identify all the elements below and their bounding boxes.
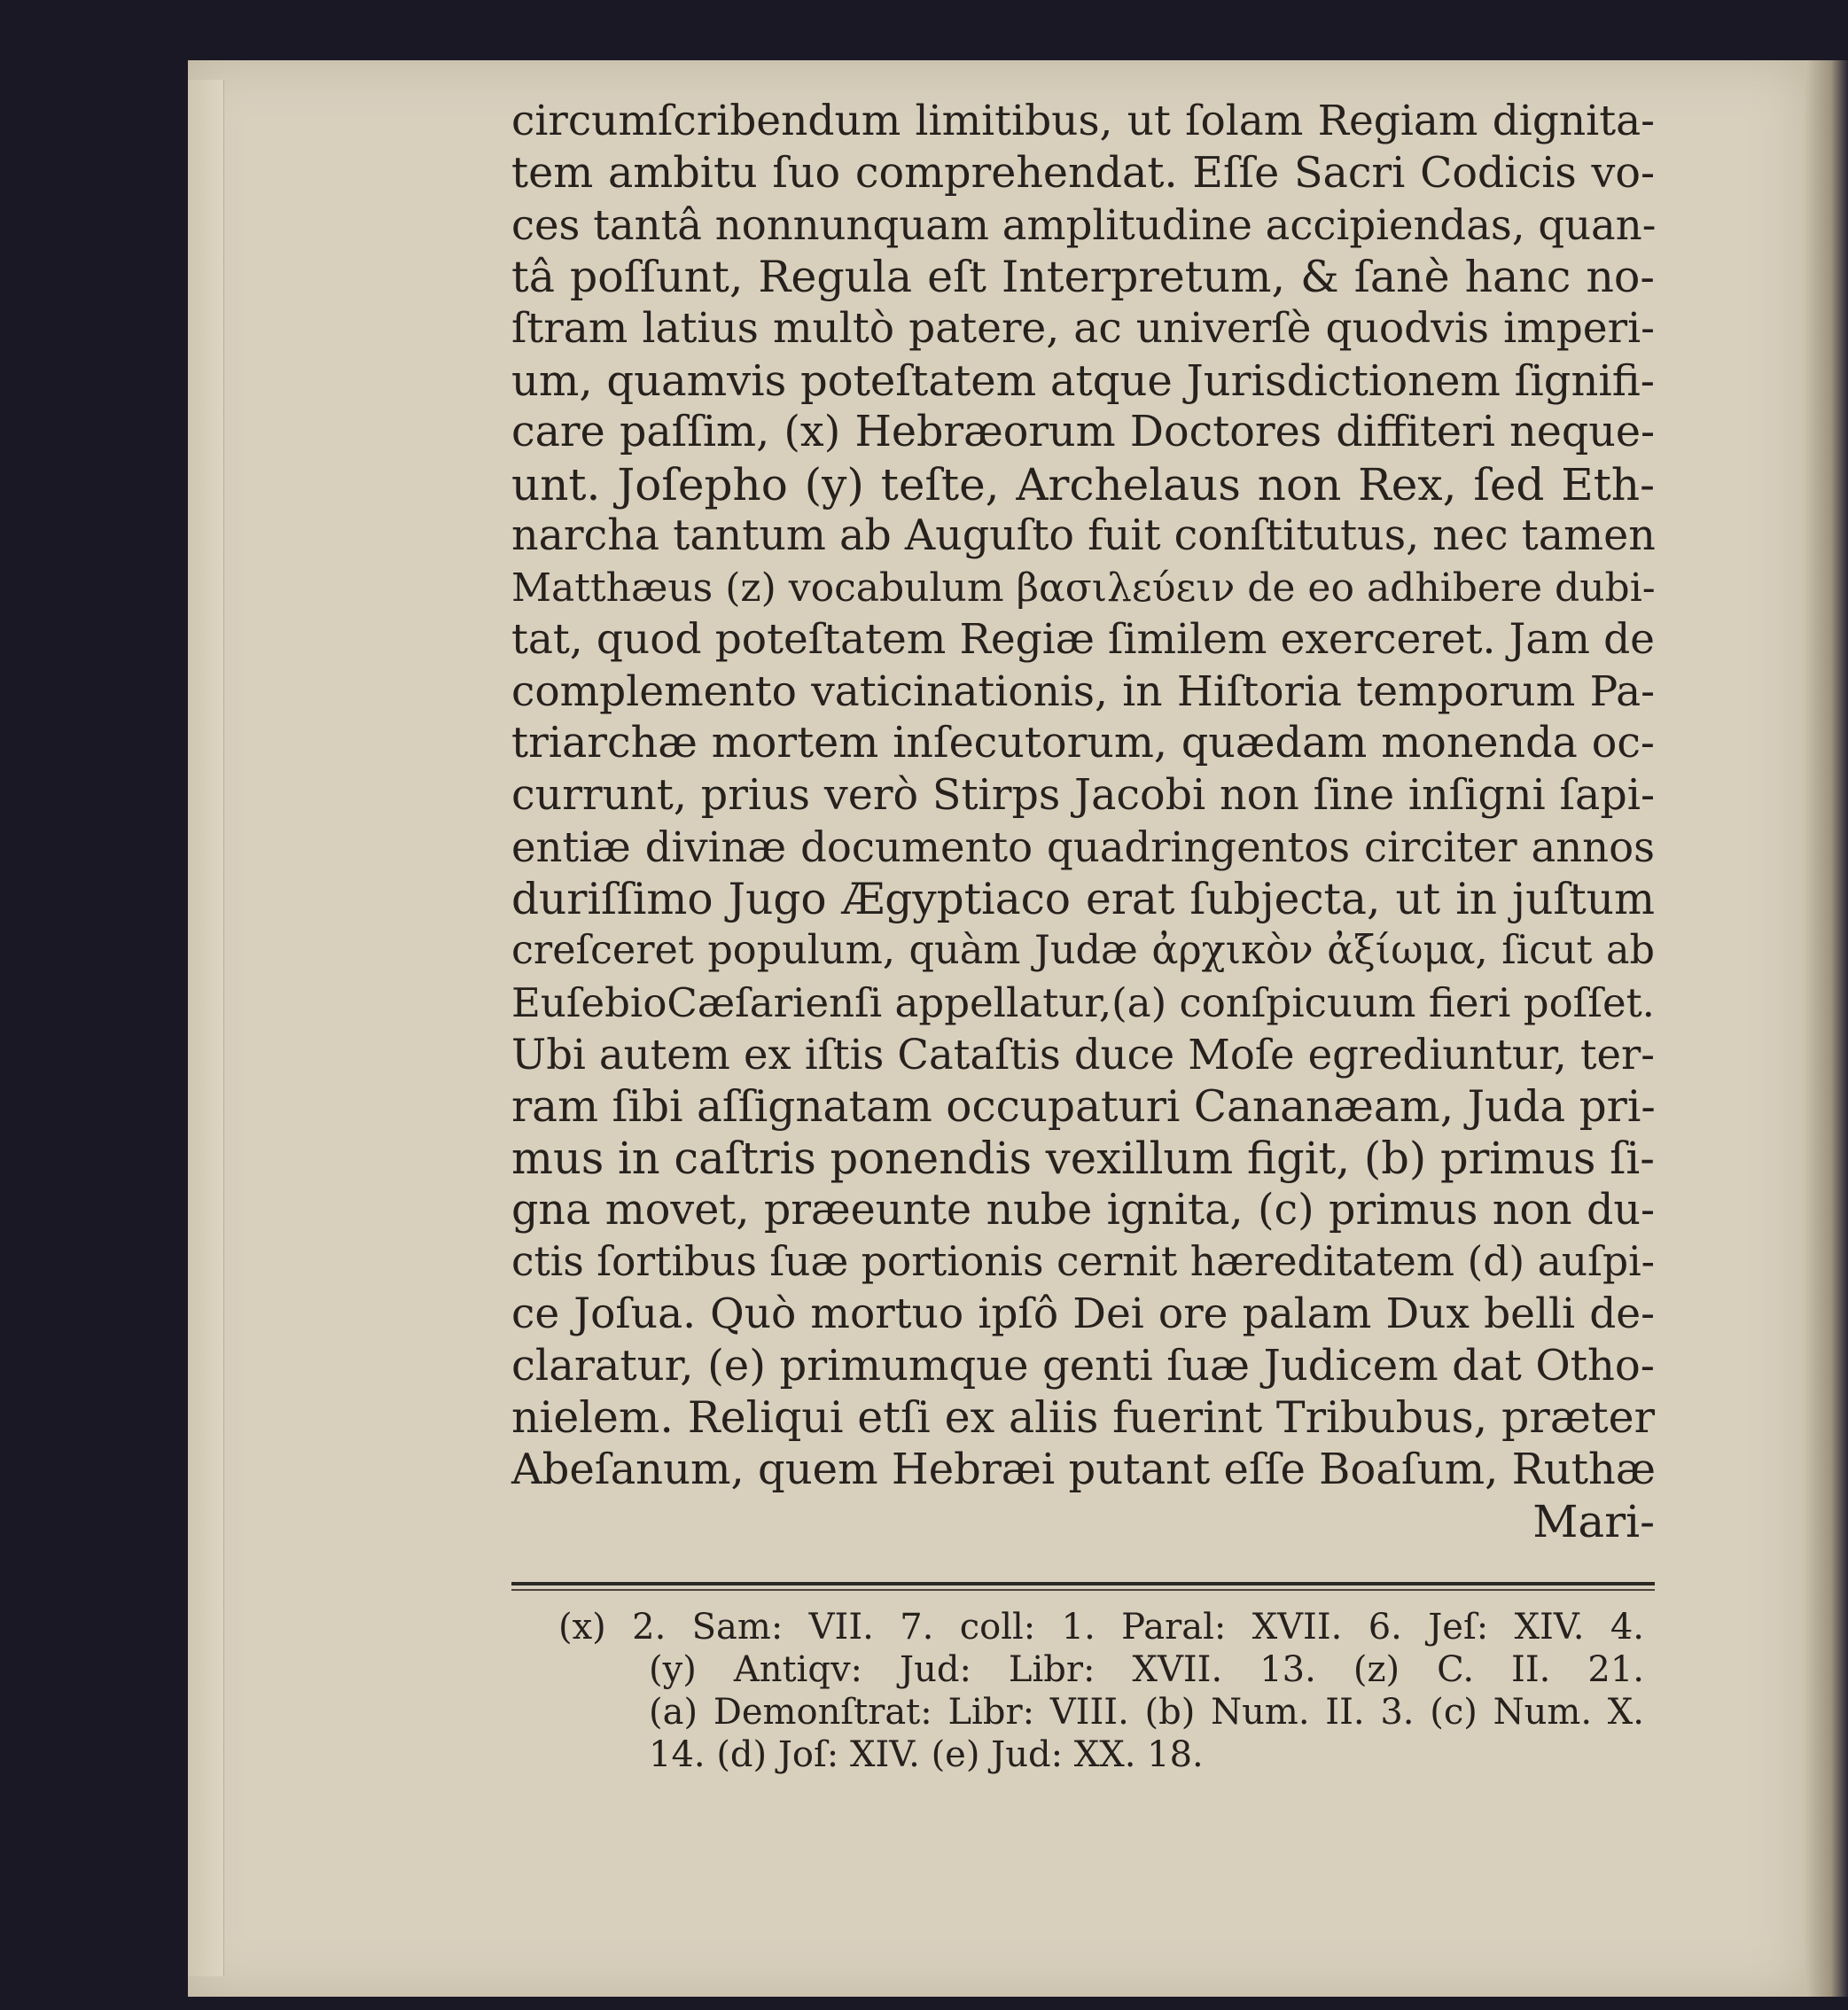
text-line: ſtram latius multò patere, ac univerſè quodvis imperi- bbox=[511, 304, 1655, 353]
catchword: Mari- bbox=[1532, 1495, 1655, 1547]
main-text-block bbox=[511, 96, 1655, 1547]
text-line: mus in caſtris ponendis vexillum figit, (b) primus ſi- bbox=[511, 1133, 1655, 1184]
footnote-line: (x) 2. Sam: VII. 7. coll: 1. Paral: XVII. 6. Jeſ: XIV. 4. bbox=[558, 1607, 1644, 1648]
text-line: duriſſimo Jugo Ægyptiaco erat ſubjecta, ut in juſtum bbox=[511, 874, 1655, 924]
text-line: unt. Joſepho (y) teſte, Archelaus non Rex, ſed Eth- bbox=[511, 458, 1655, 510]
text-line: Abeſanum, quem Hebræi putant eſſe Boaſum, Ruthæ bbox=[511, 1445, 1657, 1494]
page-gutter-right bbox=[1805, 60, 1848, 1997]
footnotes-block bbox=[558, 1606, 1644, 1776]
footnote-rule-thick bbox=[511, 1582, 1655, 1585]
text-line: claratur, (e) primumque genti ſuæ Judicem dat Otho- bbox=[511, 1341, 1655, 1391]
text-line: narcha tantum ab Auguſto fuit conſtitutus, nec tamen bbox=[511, 511, 1656, 560]
text-line: care paſſim, (x) Hebræorum Doctores diffiteri neque- bbox=[511, 408, 1655, 456]
text-line: tâ poſſunt, Regula eſt Interpretum, & ſanè hanc no- bbox=[511, 251, 1655, 302]
text-line: complemento vaticinationis, in Hiſtoria temporum Pa- bbox=[511, 666, 1655, 716]
text-line: tat, quod poteſtatem Regiæ ſimilem exerceret. Jam de bbox=[511, 615, 1655, 664]
page-stack-edge-left bbox=[188, 80, 224, 1976]
text-line: creſceret populum, quàm Judæ ἀρχικὸν ἀξίωμα, ſicut ab bbox=[511, 928, 1655, 973]
text-line: entiæ divinæ documento quadringentos circiter annos bbox=[511, 823, 1655, 871]
text-line: gna movet, præeunte nube ignita, (c) primus non du- bbox=[511, 1185, 1655, 1235]
text-line: nielem. Reliqui etſi ex aliis fuerint Tribubus, præter bbox=[511, 1391, 1655, 1443]
text-line: circumſcribendum limitibus, ut ſolam Regiam dignita- bbox=[511, 97, 1655, 145]
text-line: currunt, prius verò Stirps Jacobi non ſine inſigni ſapi- bbox=[511, 770, 1655, 820]
footnote-line: (y) Antiqv: Jud: Libr: XVII. 13. (z) C. II. 21. bbox=[649, 1649, 1644, 1690]
text-line: ce Joſua. Quò mortuo ipſô Dei ore palam Dux belli de- bbox=[511, 1289, 1655, 1338]
text-line: ctis ſortibus ſuæ portionis cernit hæreditatem (d) auſpi- bbox=[511, 1238, 1655, 1285]
footnote-line: 14. (d) Joſ: XIV. (e) Jud: XX. 18. bbox=[649, 1734, 1204, 1775]
text-line: Ubi autem ex iſtis Cataſtis duce Moſe egrediuntur, ter- bbox=[511, 1031, 1655, 1079]
footnote-line: (a) Demonſtrat: Libr: VIII. (b) Num. II. 3. (c) Num. X. bbox=[649, 1692, 1644, 1733]
text-line: ram ſibi aſſignatam occupaturi Cananæam, Juda pri- bbox=[511, 1081, 1656, 1132]
footnote-rule-thin bbox=[511, 1589, 1655, 1591]
text-line: ces tantâ nonnunquam amplitudine accipiendas, quan- bbox=[511, 201, 1657, 249]
text-line: Matthæus (z) vocabulum βασιλεύειν de eo adhibere dubi- bbox=[511, 565, 1656, 611]
text-line: triarchæ mortem inſecutorum, quædam monenda oc- bbox=[511, 719, 1655, 767]
text-line: um, quamvis poteſtatem atque Jurisdictionem ſignifi- bbox=[511, 355, 1655, 406]
text-line: tem ambitu ſuo comprehendat. Eſſe Sacri Codicis vo- bbox=[511, 148, 1655, 198]
text-line: EuſebioCæſarienſi appellatur,(a) conſpicuum fieri poſſet. bbox=[511, 978, 1655, 1026]
